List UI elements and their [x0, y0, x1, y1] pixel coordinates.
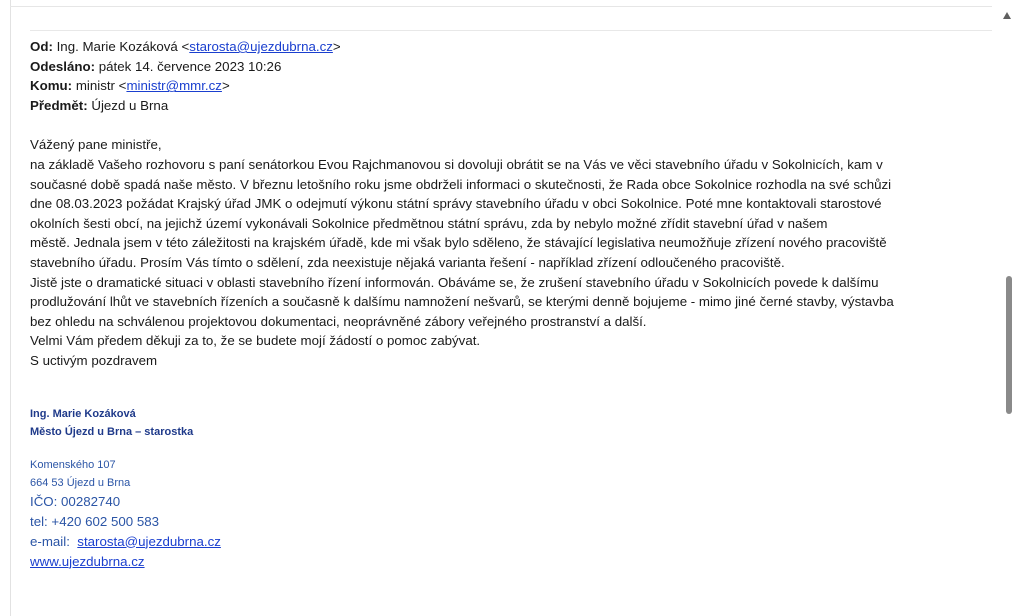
body-line: prodlužování lhůt ve stavebních řízeních a současně k dalšímu namnožení nešvarů, se kterými denně bojujeme - mimo jiné černé stavby, výstavba — [30, 294, 894, 310]
signature-contact — [30, 492, 990, 572]
window-top-border — [10, 6, 992, 7]
from-email-link[interactable]: starosta@ujezdubrna.cz — [189, 39, 333, 54]
signature-email-row — [30, 532, 990, 552]
body-line: dne 08.03.2023 požádat Krajský úřad JMK o odejmutí výkonu státní správy stavebního úřadu v obci Sokolnice. Poté mne kontaktovali starostové — [30, 196, 882, 212]
signature-email-link[interactable]: starosta@ujezdubrna.cz — [77, 533, 221, 549]
from-name: Ing. Marie Kozáková — [56, 39, 178, 54]
to-name: ministr — [75, 78, 115, 94]
sent-value: pátek 14. července 2023 10:26 — [98, 58, 282, 74]
body-line: stavebního úřadu. Prosím Vás tímto o sdělení, zda neexistuje nějaká varianta řešení - například zřízení odloučeného pracoviště. — [30, 254, 785, 270]
signature-street: Komenského 107 — [30, 458, 116, 471]
signature-tel: tel: +420 602 500 583 — [30, 513, 160, 529]
scrollbar-thumb[interactable] — [1006, 276, 1012, 414]
body-line: Vážený pane ministře, — [30, 137, 162, 153]
signature-role: Město Újezd u Brna – starostka — [30, 425, 194, 438]
signature-ico: IČO: 00282740 — [30, 493, 121, 509]
signature-name: Ing. Marie Kozáková — [30, 407, 136, 420]
body-line: Velmi Vám předem děkuji za to, že se budete mojí žádostí o pomoc zabývat. — [30, 333, 481, 349]
from-row: Od: Ing. Marie Kozáková <starosta@ujezdubrna.cz> — [30, 39, 341, 54]
body-line: současné době spadá naše město. V březnu letošního roku jsme obdrželi informaci o skutečnosti, že Rada obce Sokolnice rozhodla na své schůzi — [30, 176, 892, 192]
to-label: Komu: — [30, 78, 73, 94]
signature-city: 664 53 Újezd u Brna — [30, 476, 131, 489]
signature-email-label: e-mail: — [30, 533, 70, 549]
body-line: okolních šesti obcí, na jejichž území vykonávali Sokolnice předmětnou státní správu, zda by nebylo možné zřídit stavební úřad v našem — [30, 215, 828, 231]
email-header — [30, 37, 990, 115]
from-label: Od: — [30, 39, 53, 54]
signature-web-link[interactable]: www.ujezdubrna.cz — [30, 553, 145, 569]
signature-address — [30, 456, 990, 492]
subject-label: Předmět: — [30, 97, 88, 113]
email-message — [30, 37, 990, 572]
header-separator — [30, 30, 992, 31]
sent-label: Odesláno: — [30, 58, 96, 74]
body-line: bez ohledu na schválenou projektovou dokumentaci, neoprávněné zábory veřejného prostranství a další. — [30, 313, 647, 329]
triangle-up-icon[interactable] — [1003, 12, 1011, 19]
window-left-border — [10, 0, 11, 616]
vertical-scrollbar[interactable] — [992, 0, 1024, 616]
body-line: městě. Jednala jsem v této záležitosti na krajském úřadě, kde mi však bylo sděleno, že stávající legislativa neumožňuje zřízení nového pracoviště — [30, 235, 887, 251]
to-email-link[interactable]: ministr@mmr.cz — [126, 78, 222, 94]
sent-row — [30, 57, 990, 77]
email-body — [30, 135, 990, 370]
body-line: na základě Vašeho rozhovoru s paní senátorkou Evou Rajchmanovou si dovoluji obrátit se na Vás ve věci stavebního úřadu v Sokolnicích, kam v — [30, 156, 883, 172]
signature-web-row — [30, 552, 990, 572]
subject-value: Újezd u Brna — [91, 97, 169, 113]
body-line: S uctivým pozdravem — [30, 352, 158, 368]
body-line: Jistě jste o dramatické situaci v oblasti stavebního řízení informován. Obáváme se, že zrušení stavebního úřadu v Sokolnicích povede k dalšímu — [30, 274, 879, 290]
subject-row — [30, 96, 990, 116]
to-row: Komu: ministr <ministr@mmr.cz> — [30, 78, 230, 94]
